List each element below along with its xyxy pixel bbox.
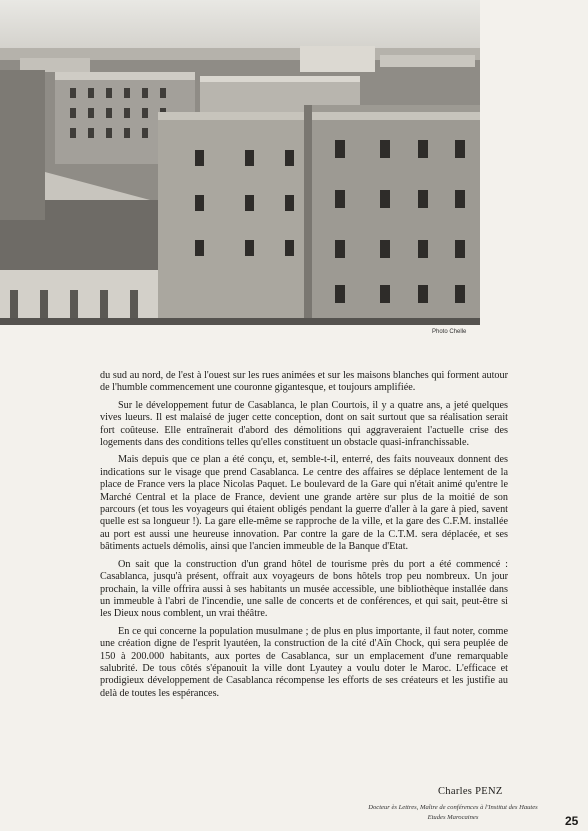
photo-casablanca-buildings bbox=[0, 0, 480, 325]
paragraph: Sur le développement futur de Casablanca, le plan Courtois, il y a quatre ans, a jeté quelques vives lueurs. Il est malaisé de juger cette conception, dont on sait surtout que sa réalisation serait fort coûteuse. Elle entraînerait d'abord des démolitions qui aggraveraient l'actuelle crise des logements dans des conditions telles qu'elles constituent un obstacle quasi-infranchissable. bbox=[100, 399, 508, 449]
page-number: 25 bbox=[565, 814, 579, 828]
paragraph: On sait que la construction d'un grand hôtel de tourisme près du port a été commencé : Casablanca, jusqu'à présent, offrait aux voyageurs de bons hôtels trop peu nombreux. Un jour prochain, la ville offrira aussi à ses habitants un musée accessible, une bibliothèque installée dans un immeuble à l'abri de l'incendie, une salle de concerts et de conférences, et qui sait, peut-être si les Dieux nous comblent, un vrai théâtre. bbox=[100, 558, 508, 620]
author-affiliation: Docteur ès Lettres, Maître de conférences à l'Institut des Hautes Etudes Marocaines bbox=[368, 804, 538, 821]
article-body bbox=[100, 370, 508, 705]
paragraph: Mais depuis que ce plan a été conçu, et, semble-t-il, enterré, des faits nouveaux donnent des indications sur le visage que prend Casablanca. Le centre des affaires se déplace lentement de la place de France vers la place Nicolas Paquet. Le boulevard de la Gare qui n'était animé qu'entre le Marché Central et la place de France, devient une grande artère sur plus de la moitié de son parcours (et tous les voyageurs qui étaient obligés pendant la guerre d'aller à la gare à pied, savent quelle est sa longueur !). La gare elle-même se rapproche de la ville, et la gare des C.F.M. installée au port est aussi une heureuse innovation. Par contre la gare de la C.T.M. sera déplacée, et ses bâtiments actuels démolis, ainsi que l'ancien immeuble de la Banque d'Etat. bbox=[100, 454, 508, 553]
photo-credit: Photo Chelle bbox=[432, 329, 467, 335]
author-name: Charles PENZ bbox=[438, 786, 503, 797]
paragraph: du sud au nord, de l'est à l'ouest sur les rues animées et sur les maisons blanches qui forment autour de l'humble commencement une couronne gigantesque, et toujours amplifiée. bbox=[100, 370, 508, 394]
paragraph: En ce qui concerne la population musulmane ; de plus en plus importante, il faut noter, comme une création digne de l'esprit lyautéen, la construction de la cité d'Aïn Chock, qui sera peuplée de 150 à 200.000 habitants, aux portes de Casablanca, sur un emplacement d'une remarquable salubrité. De tous côtés s'épanouit la ville dont Lyautey a voulu doter le Maroc. L'efficace et prodigieux développement de Casablanca récompense les efforts de ses créateurs et les justifie au delà de toutes les espérances. bbox=[100, 625, 508, 699]
